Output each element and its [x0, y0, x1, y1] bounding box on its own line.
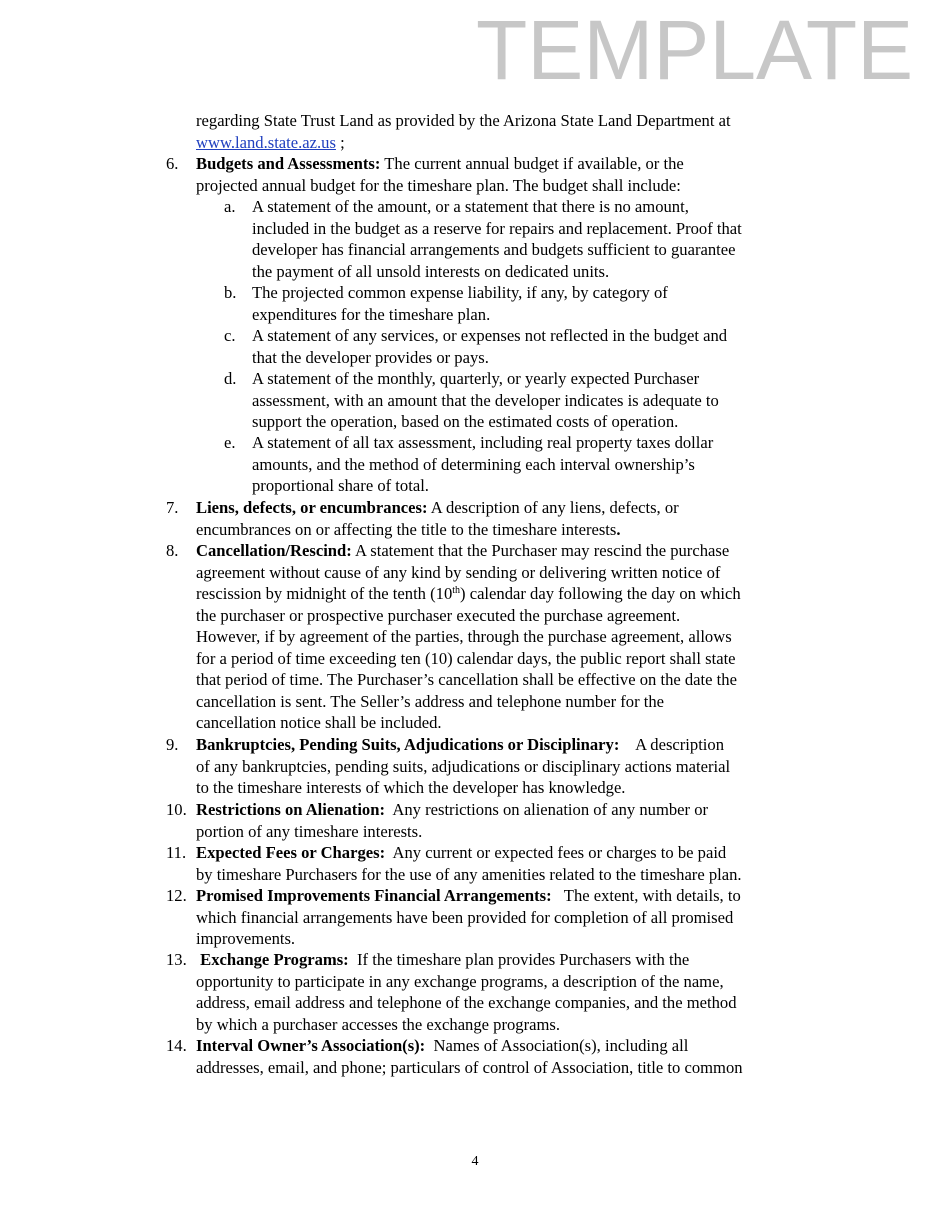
item-number: 8.: [166, 541, 179, 560]
subitem-b: The projected common expense liability, if any, by category of expenditures for the timeshare plan.: [252, 283, 668, 324]
item-cancellation: Cancellation/Rescind: A statement that the Purchaser may rescind the purchase agreement without cause of any kind by sending or delivering written notice of rescission by midnight of the tenth (10th) calendar day following the day on which the purchaser or prospective purchaser executed the purchase agreement. However, if by agreement of the parties, through the purchase agreement, allows for a period of time exceeding ten (10) calendar days, the public report shall state that period of time. The Purchaser’s cancellation shall be effective on the date the cancellation is sent. The Seller’s address and telephone number for the cancellation notice shall be included.: [196, 541, 741, 732]
item-title: Liens, defects, or encumbrances:: [196, 498, 428, 517]
item-title: Bankruptcies, Pending Suits, Adjudications or Disciplinary:: [196, 735, 620, 754]
template-watermark: TEMPLATE: [476, 3, 914, 97]
intro-link-line: [196, 132, 816, 154]
subitem-letter: b.: [224, 283, 237, 302]
item-promised-improvements: Promised Improvements Financial Arrangements: The extent, with details, to which financial arrangements have been provided for completion of all promised improvements.: [196, 886, 741, 948]
item-number: 6.: [166, 154, 179, 173]
intro-after-link: ;: [335, 132, 345, 152]
item-title: Cancellation/Rescind:: [196, 541, 352, 560]
item-number: 12.: [166, 886, 187, 905]
item-title: Budgets and Assessments:: [196, 154, 381, 173]
item-interval-owners-association: Interval Owner’s Association(s): Names of Association(s), including all addresses, email, and phone; particulars of control of Association, title to common: [196, 1036, 743, 1077]
item-bankruptcies: Bankruptcies, Pending Suits, Adjudications or Disciplinary: A description of any bankruptcies, pending suits, adjudications or disciplinary actions material to the timeshare interests of which the developer has knowledge.: [196, 735, 731, 797]
item-title: Expected Fees or Charges:: [196, 843, 386, 862]
item-title: Interval Owner’s Association(s):: [196, 1036, 426, 1055]
subitem-d: A statement of the monthly, quarterly, or yearly expected Purchaser assessment, with an amount that the developer indicates is adequate to support the operation, based on the estimated costs of operation.: [252, 369, 719, 431]
subitem-letter: e.: [224, 433, 236, 452]
item-number: 13.: [166, 950, 187, 969]
intro-paragraph: [196, 110, 816, 153]
item-title: Restrictions on Alienation:: [196, 800, 385, 819]
item-number: 10.: [166, 800, 187, 819]
item-exchange-programs: Exchange Programs: If the timeshare plan provides Purchasers with the opportunity to participate in any exchange programs, a description of the name, address, email address and telephone of the exchange companies, and the method by which a purchaser accesses the exchange programs.: [196, 950, 737, 1034]
subitem-letter: c.: [224, 326, 236, 345]
page-number: 4: [471, 1154, 479, 1169]
subitem-letter: a.: [224, 197, 236, 216]
subitem-e: A statement of all tax assessment, including real property taxes dollar amounts, and the method of determining each interval ownership’s proportional share of total.: [252, 433, 714, 495]
item-liens: Liens, defects, or encumbrances: A description of any liens, defects, or encumbrances on or affecting the title to the timeshare interests.: [196, 498, 679, 539]
item-restrictions: Restrictions on Alienation: Any restrictions on alienation of any number or portion of any timeshare interests.: [196, 800, 709, 841]
subitem-a: A statement of the amount, or a statement that there is no amount, included in the budget as a reserve for repairs and replacement. Proof that developer has financial arrangements and budgets sufficient to guarantee the payment of all unsold interests on dedicated units.: [252, 197, 742, 281]
item-budgets: Budgets and Assessments: The current annual budget if available, or the projected annual budget for the timeshare plan. The budget shall include:: [196, 154, 684, 195]
item-title: Promised Improvements Financial Arrangements:: [196, 886, 552, 905]
subitem-c: A statement of any services, or expenses not reflected in the budget and that the developer provides or pays.: [252, 326, 728, 367]
item-number: 7.: [166, 498, 179, 517]
item-number: 11.: [166, 843, 187, 862]
item-number: 14.: [166, 1036, 187, 1055]
item-number: 9.: [166, 735, 179, 754]
intro-line: regarding State Trust Land as provided by the Arizona State Land Department at: [196, 111, 731, 130]
land-dept-link[interactable]: www.land.state.az.us: [196, 132, 336, 152]
item-title: Exchange Programs:: [196, 950, 349, 969]
subitem-letter: d.: [224, 369, 237, 388]
item-expected-fees: Expected Fees or Charges: Any current or expected fees or charges to be paid by timeshare Purchasers for the use of any amenities related to the timeshare plan.: [196, 843, 742, 884]
